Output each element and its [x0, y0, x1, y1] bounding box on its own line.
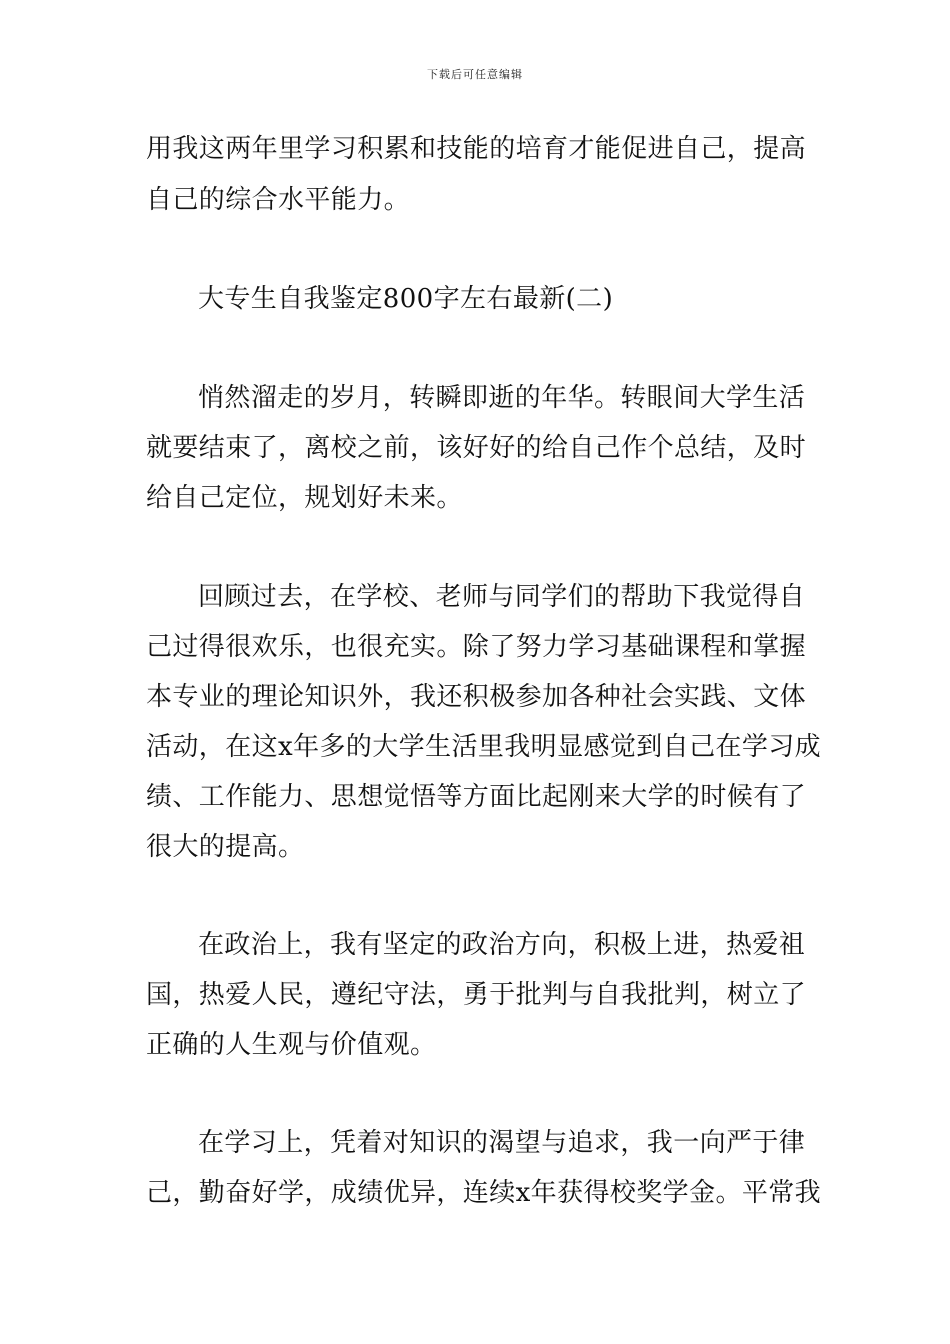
section-heading: 大专生自我鉴定800字左右最新(二) — [198, 284, 614, 314]
paragraph-line: 回顾过去，在学校、老师与同学们的帮助下我觉得自 — [198, 582, 806, 612]
paragraph-line: 就要结束了，离校之前，该好好的给自己作个总结，及时 — [146, 433, 807, 463]
header-note: 下载后可任意编辑 — [427, 68, 523, 81]
paragraph-line: 在学习上，凭着对知识的渴望与追求，我一向严于律 — [198, 1128, 806, 1158]
paragraph-line: 正确的人生观与价值观。 — [146, 1030, 437, 1060]
paragraph-line: 己，勤奋好学，成绩优异，连续x年获得校奖学金。平常我 — [146, 1178, 822, 1208]
paragraph-line: 己过得很欢乐，也很充实。除了努力学习基础课程和掌握 — [146, 632, 807, 662]
paragraph-line: 绩、工作能力、思想觉悟等方面比起刚来大学的时候有了 — [146, 782, 807, 812]
paragraph-line: 给自己定位，规划好未来。 — [146, 483, 463, 513]
paragraph-line: 自己的综合水平能力。 — [146, 185, 411, 215]
paragraph-line: 在政治上，我有坚定的政治方向，积极上进，热爱祖 — [198, 930, 806, 960]
paragraph-line: 本专业的理论知识外，我还积极参加各种社会实践、文体 — [146, 682, 807, 712]
paragraph-line: 悄然溜走的岁月，转瞬即逝的年华。转眼间大学生活 — [198, 383, 806, 413]
paragraph-line: 用我这两年里学习积累和技能的培育才能促进自己，提高 — [146, 134, 807, 164]
paragraph-line: 国，热爱人民，遵纪守法，勇于批判与自我批判，树立了 — [146, 980, 807, 1010]
paragraph-line: 活动，在这x年多的大学生活里我明显感觉到自己在学习成 — [146, 732, 822, 762]
paragraph-line: 很大的提高。 — [146, 832, 305, 862]
